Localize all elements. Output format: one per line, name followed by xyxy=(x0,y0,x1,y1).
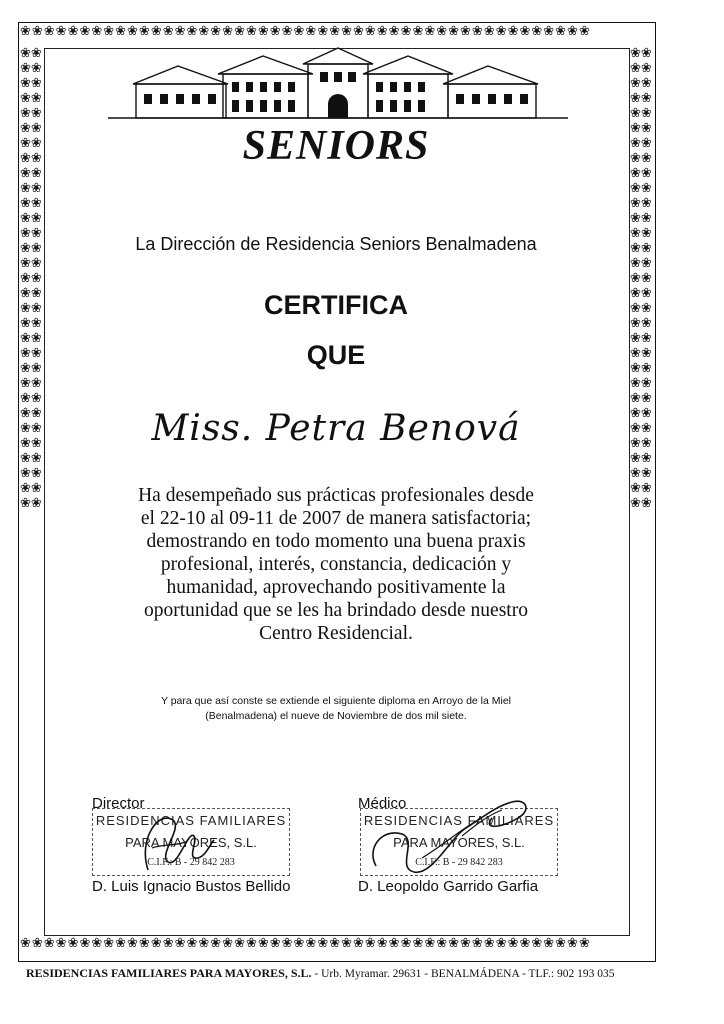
recipient-name: Miss. Petra Benová xyxy=(151,408,521,449)
frame-border-right: ❀❀❀❀❀❀❀❀❀❀❀❀❀❀❀❀❀❀❀❀❀❀❀❀❀❀❀❀❀❀❀❀❀❀❀❀❀❀❀❀❀❀❀❀❀❀❀❀❀❀❀❀❀❀❀❀❀❀❀❀❀❀ xyxy=(630,46,652,511)
director-name: D. Luis Ignacio Bustos Bellido xyxy=(92,878,291,895)
closing-statement xyxy=(110,694,562,724)
frame-border-top: ❀❀❀❀❀❀❀❀❀❀❀❀❀❀❀❀❀❀❀❀❀❀❀❀❀❀❀❀❀❀❀❀❀❀❀❀❀❀❀❀❀❀❀❀❀❀❀❀ xyxy=(20,24,591,39)
body-line: Centro Residencial. xyxy=(259,623,413,644)
certifica-heading: CERTIFICA xyxy=(264,290,408,320)
building-illustration xyxy=(108,44,568,124)
body-line: el 22-10 al 09-11 de 2007 de manera satisfactoria; xyxy=(140,508,532,529)
brand-title: SENIORS xyxy=(242,123,430,169)
closing-line: (Benalmadena) el nueve de Noviembre de dos mil siete. xyxy=(205,710,467,722)
body-line: oportunidad que se les ha brindado desde nuestro xyxy=(144,600,528,621)
stamp-line: RESIDENCIAS FAMILIARES xyxy=(363,813,555,828)
frame-border-bottom: ❀❀❀❀❀❀❀❀❀❀❀❀❀❀❀❀❀❀❀❀❀❀❀❀❀❀❀❀❀❀❀❀❀❀❀❀❀❀❀❀❀❀❀❀❀❀❀❀ xyxy=(20,936,591,951)
medico-title: Médico xyxy=(358,795,407,812)
footer-company: RESIDENCIAS FAMILIARES PARA MAYORES, S.L. xyxy=(26,966,312,980)
frame-border-left: ❀❀❀❀❀❀❀❀❀❀❀❀❀❀❀❀❀❀❀❀❀❀❀❀❀❀❀❀❀❀❀❀❀❀❀❀❀❀❀❀❀❀❀❀❀❀❀❀❀❀❀❀❀❀❀❀❀❀❀❀❀❀ xyxy=(20,46,42,511)
stamp-line: C.I.F.: B - 29 842 283 xyxy=(147,857,235,868)
director-title: Director xyxy=(92,795,145,812)
medico-signature xyxy=(362,788,542,888)
issuer-line: La Dirección de Residencia Seniors Benalmadena xyxy=(135,234,537,254)
stamp-line: RESIDENCIAS FAMILIARES xyxy=(95,813,287,828)
certificate-body xyxy=(110,484,562,645)
stamp-line: PARA MAYORES, S.L. xyxy=(393,835,525,850)
footer-address: - Urb. Myramar. 29631 - BENALMÁDENA - TLF.: 902 193 035 xyxy=(311,968,615,980)
stamp-line: PARA MAYORES, S.L. xyxy=(125,835,257,850)
closing-line: Y para que así conste se extiende el siguiente diploma en Arroyo de la Miel xyxy=(160,695,512,707)
body-line: Ha desempeñado sus prácticas profesionales desde xyxy=(138,485,534,506)
body-line: demostrando en todo momento una buena praxis xyxy=(146,531,526,552)
stamp-line: C.I.F.: B - 29 842 283 xyxy=(415,857,503,868)
que-heading: QUE xyxy=(306,340,366,370)
director-signature xyxy=(128,800,218,880)
body-line: humanidad, aprovechando positivamente la xyxy=(166,577,506,598)
company-footer xyxy=(26,966,666,981)
body-line: profesional, interés, constancia, dedicación y xyxy=(160,554,512,575)
medico-name: D. Leopoldo Garrido Garfia xyxy=(358,878,539,895)
